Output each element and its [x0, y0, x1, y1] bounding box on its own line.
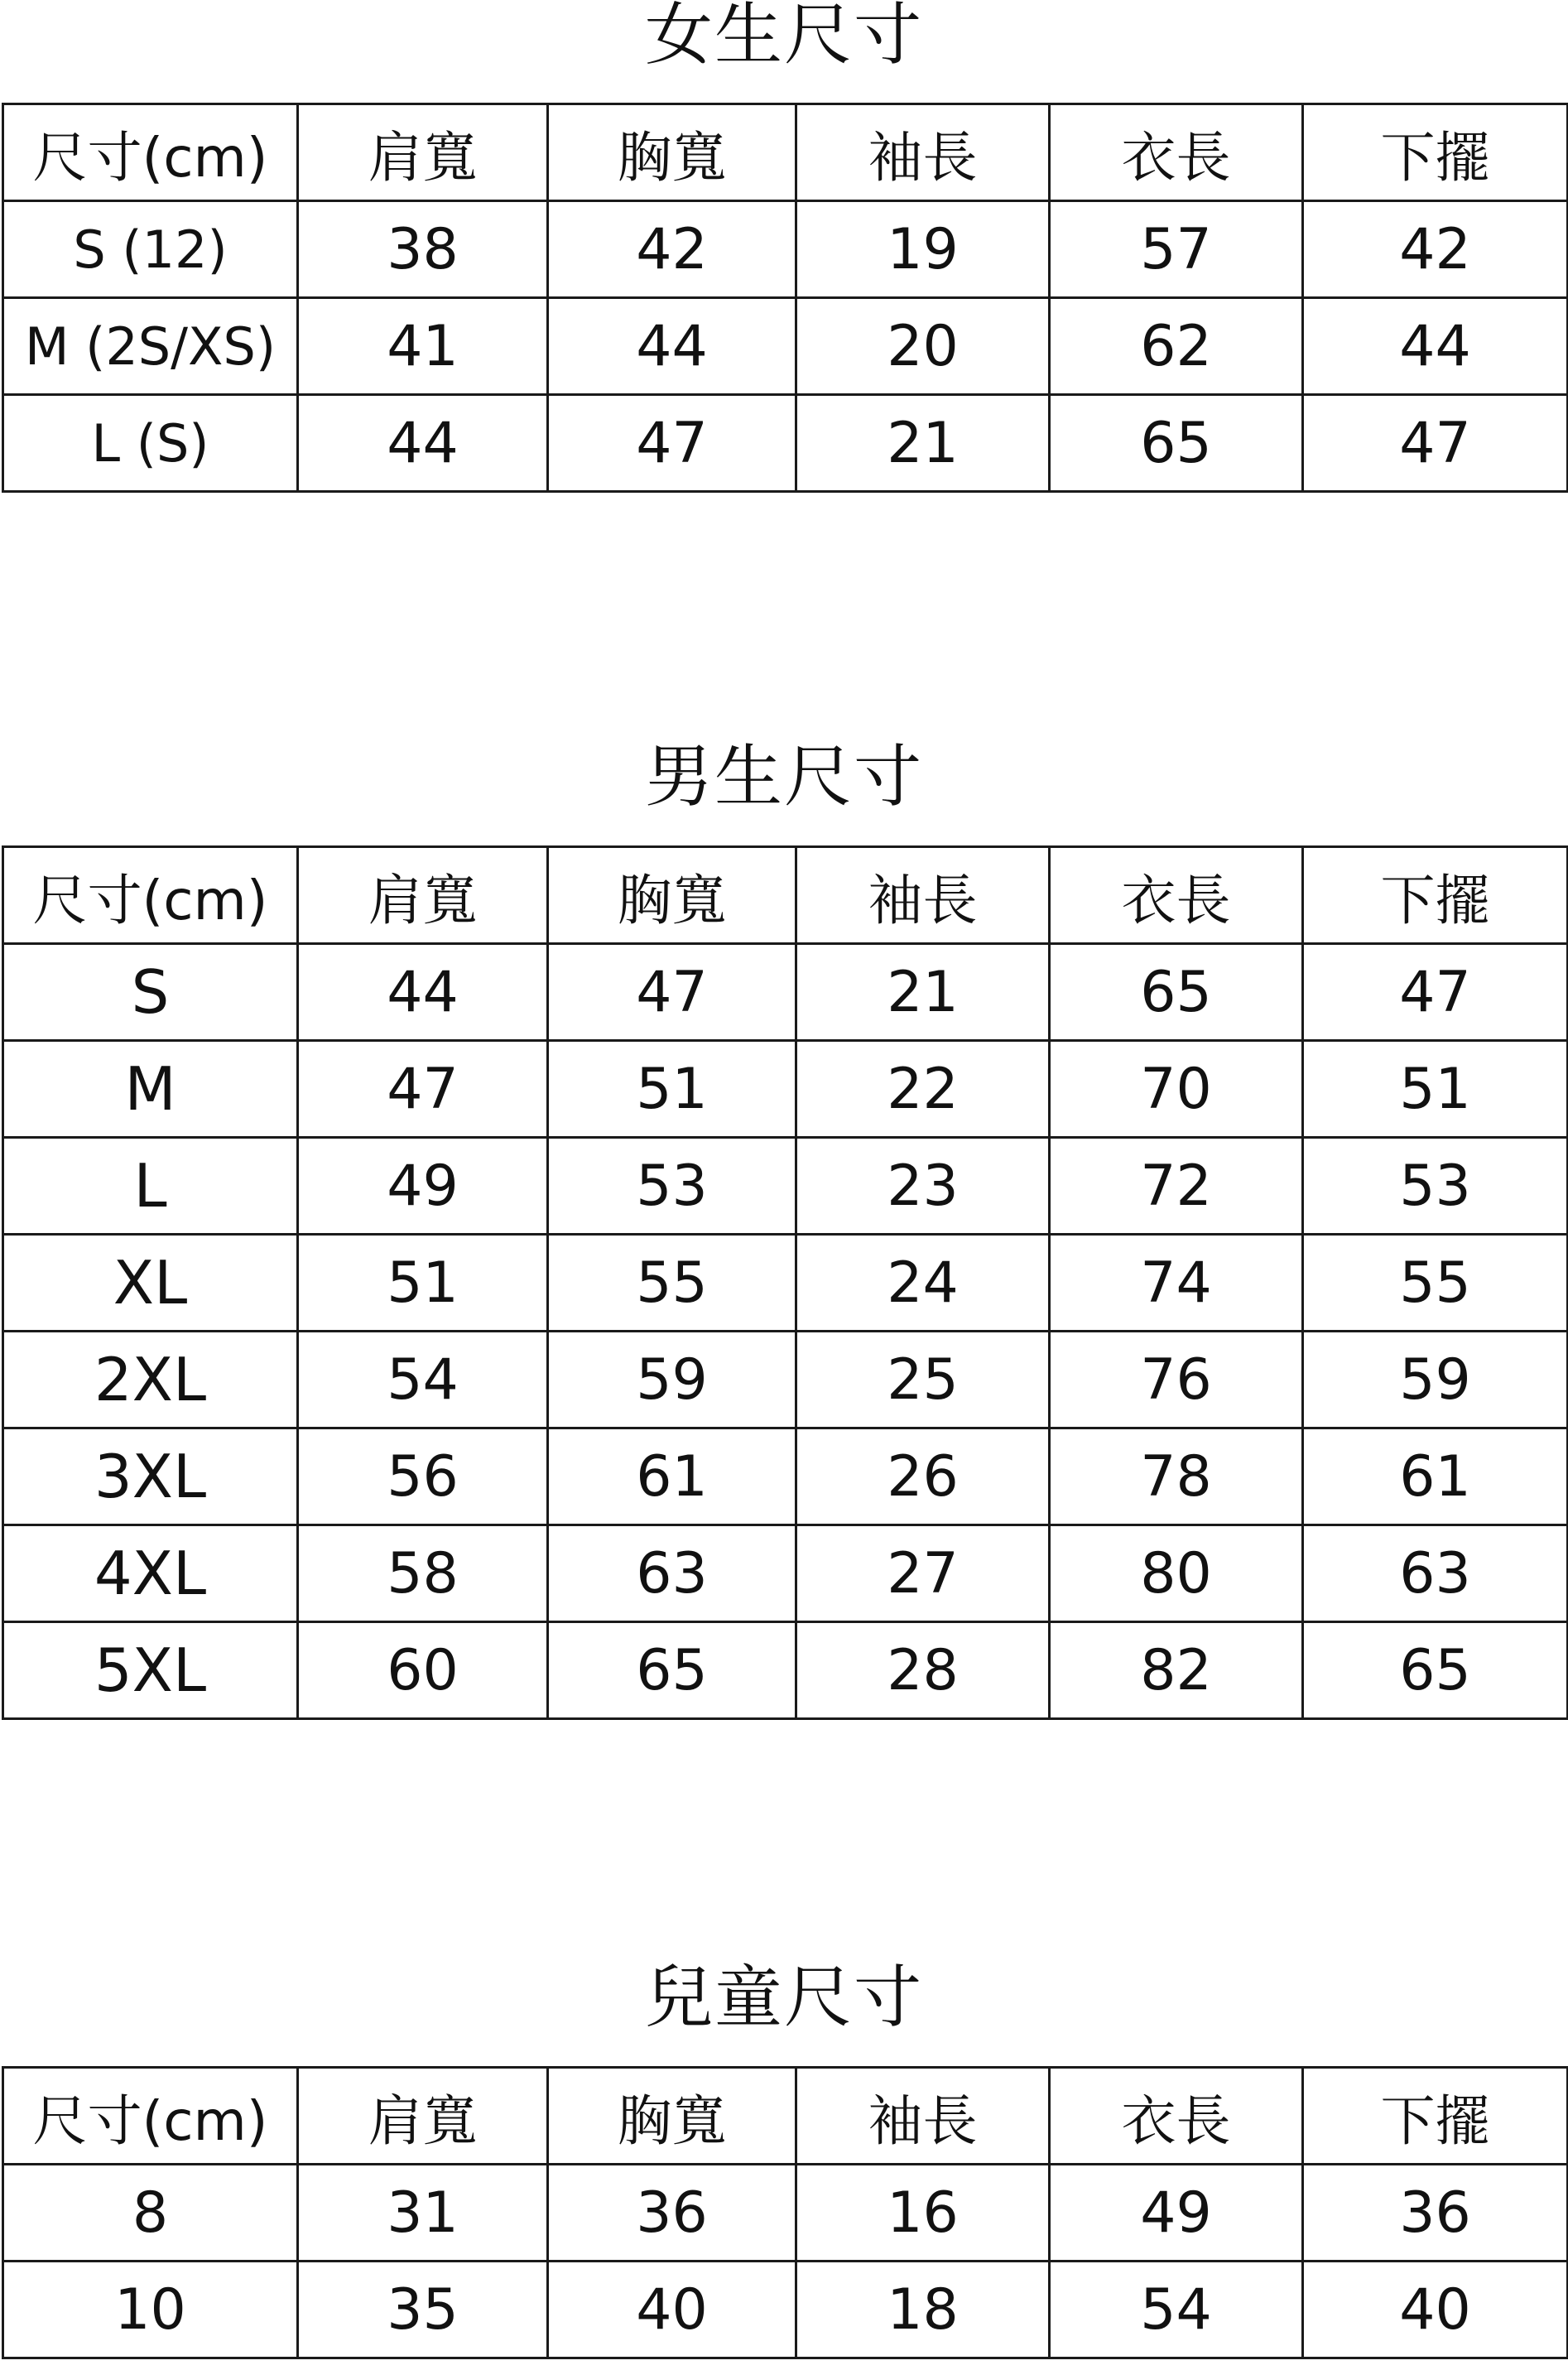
- header-chest: 胸寬: [548, 2068, 796, 2165]
- hem-cell: 63: [1303, 1525, 1568, 1622]
- hem-cell: 42: [1303, 201, 1568, 298]
- shoulder-cell: 35: [298, 2262, 548, 2358]
- shoulder-cell: 44: [298, 395, 548, 492]
- table-row: [3, 1138, 1568, 1235]
- header-row: [3, 104, 1568, 201]
- size-cell: 8: [3, 2165, 298, 2262]
- length-cell: 80: [1050, 1525, 1303, 1622]
- header-row: [3, 2068, 1568, 2165]
- shoulder-cell: 58: [298, 1525, 548, 1622]
- header-hem: 下擺: [1303, 847, 1568, 944]
- shoulder-cell: 44: [298, 944, 548, 1041]
- header-length: 衣長: [1050, 847, 1303, 944]
- sleeve-cell: 25: [796, 1332, 1050, 1428]
- size-cell: M (2S/XS): [3, 298, 298, 395]
- table-row: [3, 2165, 1568, 2262]
- size-cell: 5XL: [3, 1622, 298, 1719]
- chest-cell: 47: [548, 395, 796, 492]
- table-row: [3, 1235, 1568, 1332]
- size-cell: L (S): [3, 395, 298, 492]
- length-cell: 62: [1050, 298, 1303, 395]
- men-size-title: 男生尺寸: [644, 738, 923, 816]
- length-cell: 57: [1050, 201, 1303, 298]
- men-size-table: [2, 845, 1568, 1720]
- size-cell: 3XL: [3, 1428, 298, 1525]
- chest-cell: 61: [548, 1428, 796, 1525]
- length-cell: 72: [1050, 1138, 1303, 1235]
- chest-cell: 44: [548, 298, 796, 395]
- length-cell: 70: [1050, 1041, 1303, 1138]
- table-row: [3, 2262, 1568, 2358]
- chest-cell: 59: [548, 1332, 796, 1428]
- size-cell: M: [3, 1041, 298, 1138]
- header-sleeve: 袖長: [796, 847, 1050, 944]
- length-cell: 78: [1050, 1428, 1303, 1525]
- size-cell: XL: [3, 1235, 298, 1332]
- header-size: 尺寸(cm): [3, 104, 298, 201]
- kids-size-title: 兒童尺寸: [644, 1958, 923, 2037]
- hem-cell: 53: [1303, 1138, 1568, 1235]
- header-chest: 胸寬: [548, 104, 796, 201]
- sleeve-cell: 18: [796, 2262, 1050, 2358]
- size-cell: L: [3, 1138, 298, 1235]
- chest-cell: 40: [548, 2262, 796, 2358]
- shoulder-cell: 47: [298, 1041, 548, 1138]
- shoulder-cell: 54: [298, 1332, 548, 1428]
- chest-cell: 42: [548, 201, 796, 298]
- header-hem: 下擺: [1303, 2068, 1568, 2165]
- header-shoulder: 肩寬: [298, 104, 548, 201]
- table-row: [3, 298, 1568, 395]
- header-length: 衣長: [1050, 104, 1303, 201]
- hem-cell: 47: [1303, 944, 1568, 1041]
- shoulder-cell: 56: [298, 1428, 548, 1525]
- hem-cell: 47: [1303, 395, 1568, 492]
- sleeve-cell: 26: [796, 1428, 1050, 1525]
- chest-cell: 36: [548, 2165, 796, 2262]
- header-size: 尺寸(cm): [3, 2068, 298, 2165]
- hem-cell: 40: [1303, 2262, 1568, 2358]
- header-row: [3, 847, 1568, 944]
- sleeve-cell: 27: [796, 1525, 1050, 1622]
- length-cell: 65: [1050, 944, 1303, 1041]
- chest-cell: 53: [548, 1138, 796, 1235]
- length-cell: 74: [1050, 1235, 1303, 1332]
- sleeve-cell: 24: [796, 1235, 1050, 1332]
- sleeve-cell: 23: [796, 1138, 1050, 1235]
- sleeve-cell: 21: [796, 395, 1050, 492]
- table-row: [3, 944, 1568, 1041]
- women-size-title: 女生尺寸: [644, 0, 923, 75]
- chest-cell: 55: [548, 1235, 796, 1332]
- table-row: [3, 1622, 1568, 1719]
- shoulder-cell: 31: [298, 2165, 548, 2262]
- shoulder-cell: 41: [298, 298, 548, 395]
- header-shoulder: 肩寬: [298, 2068, 548, 2165]
- hem-cell: 51: [1303, 1041, 1568, 1138]
- size-cell: 4XL: [3, 1525, 298, 1622]
- header-shoulder: 肩寬: [298, 847, 548, 944]
- table-row: [3, 1428, 1568, 1525]
- table-row: [3, 1041, 1568, 1138]
- kids-size-table: [2, 2066, 1568, 2359]
- table-row: [3, 1332, 1568, 1428]
- size-cell: S: [3, 944, 298, 1041]
- size-cell: S (12): [3, 201, 298, 298]
- size-cell: 2XL: [3, 1332, 298, 1428]
- sleeve-cell: 19: [796, 201, 1050, 298]
- length-cell: 76: [1050, 1332, 1303, 1428]
- length-cell: 65: [1050, 395, 1303, 492]
- hem-cell: 61: [1303, 1428, 1568, 1525]
- header-chest: 胸寬: [548, 847, 796, 944]
- hem-cell: 44: [1303, 298, 1568, 395]
- header-size: 尺寸(cm): [3, 847, 298, 944]
- size-cell: 10: [3, 2262, 298, 2358]
- header-hem: 下擺: [1303, 104, 1568, 201]
- women-size-table: [2, 103, 1568, 493]
- shoulder-cell: 38: [298, 201, 548, 298]
- table-row: [3, 1525, 1568, 1622]
- sleeve-cell: 28: [796, 1622, 1050, 1719]
- hem-cell: 36: [1303, 2165, 1568, 2262]
- header-sleeve: 袖長: [796, 2068, 1050, 2165]
- length-cell: 49: [1050, 2165, 1303, 2262]
- sleeve-cell: 16: [796, 2165, 1050, 2262]
- sleeve-cell: 21: [796, 944, 1050, 1041]
- chest-cell: 65: [548, 1622, 796, 1719]
- hem-cell: 59: [1303, 1332, 1568, 1428]
- header-sleeve: 袖長: [796, 104, 1050, 201]
- chest-cell: 47: [548, 944, 796, 1041]
- table-row: [3, 395, 1568, 492]
- chest-cell: 63: [548, 1525, 796, 1622]
- header-length: 衣長: [1050, 2068, 1303, 2165]
- shoulder-cell: 49: [298, 1138, 548, 1235]
- sleeve-cell: 22: [796, 1041, 1050, 1138]
- sleeve-cell: 20: [796, 298, 1050, 395]
- hem-cell: 55: [1303, 1235, 1568, 1332]
- table-row: [3, 201, 1568, 298]
- chest-cell: 51: [548, 1041, 796, 1138]
- length-cell: 54: [1050, 2262, 1303, 2358]
- shoulder-cell: 60: [298, 1622, 548, 1719]
- hem-cell: 65: [1303, 1622, 1568, 1719]
- length-cell: 82: [1050, 1622, 1303, 1719]
- shoulder-cell: 51: [298, 1235, 548, 1332]
